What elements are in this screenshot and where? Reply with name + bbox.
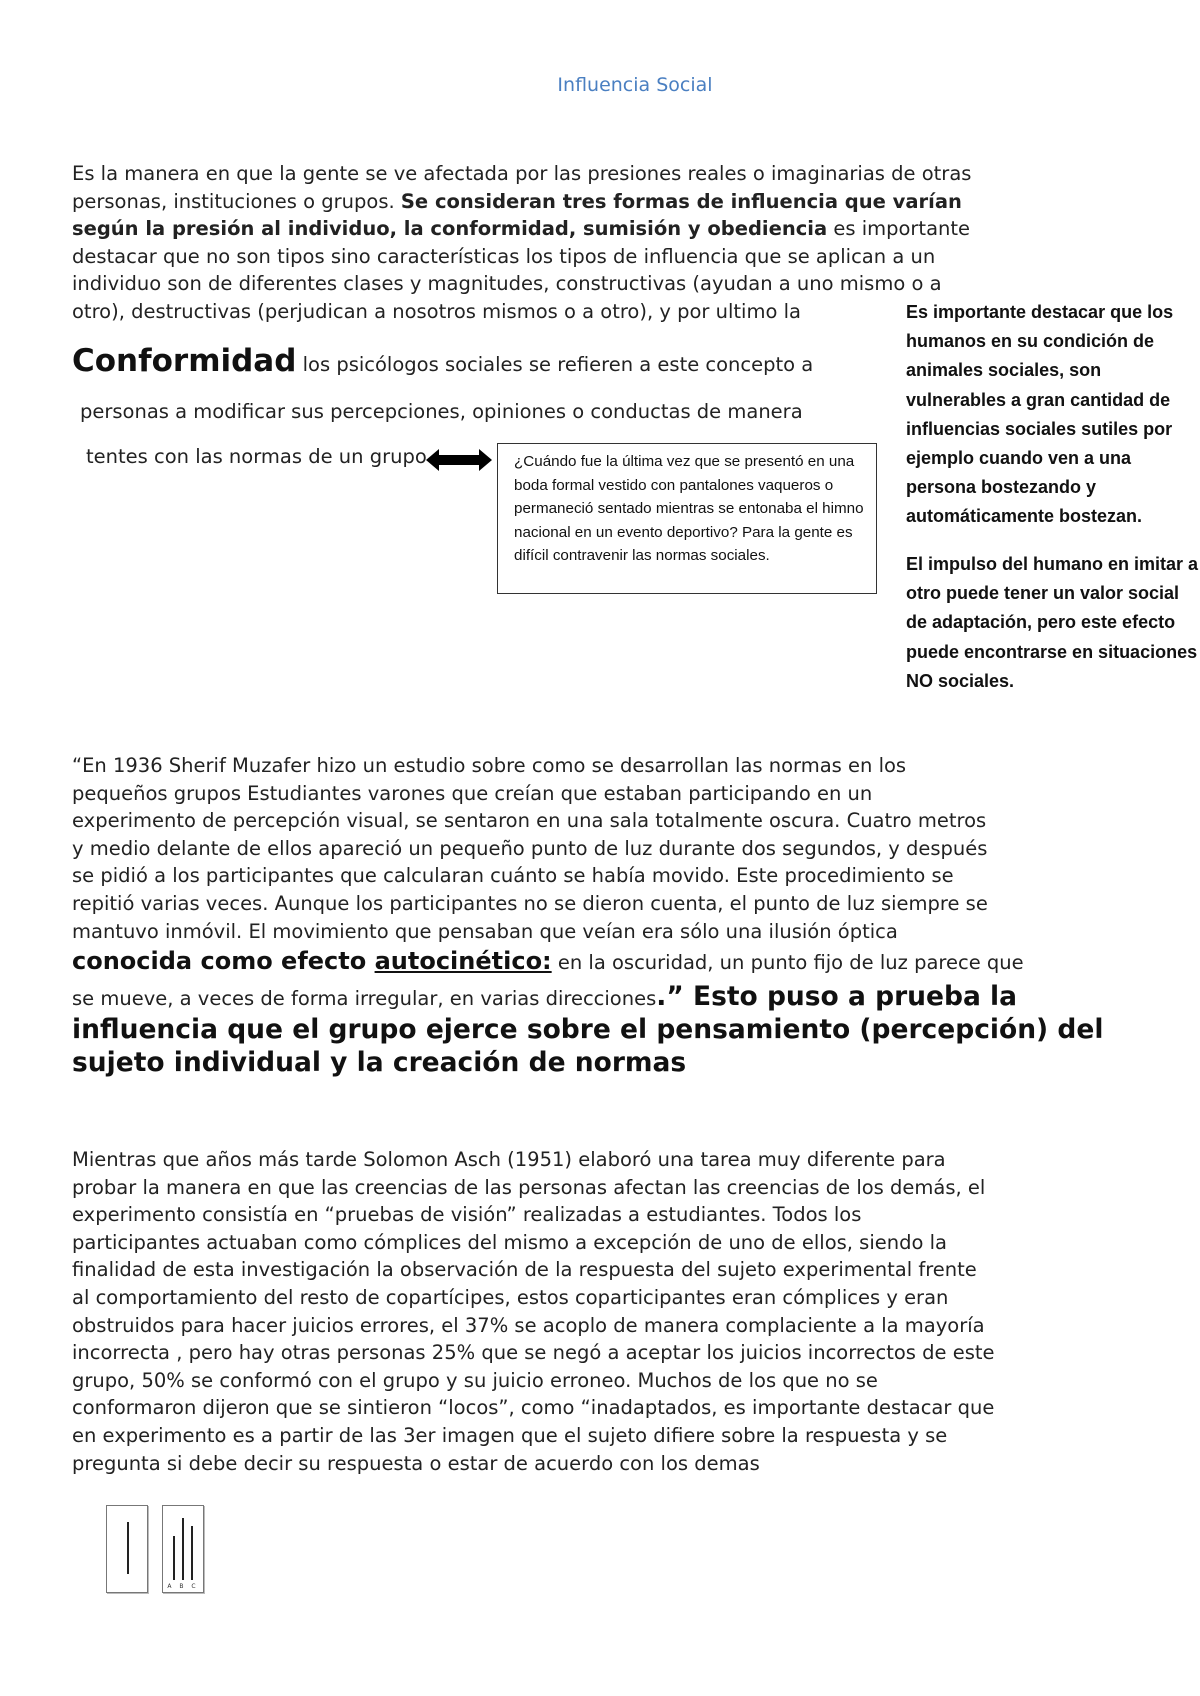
intro-text: personas, instituciones o grupos.: [72, 189, 401, 213]
asch-paragraph: [72, 1146, 1152, 1477]
asch-line: obstruidos para hacer juicios errores, el 37% se acoplo de manera complaciente a la mayoría: [72, 1313, 985, 1337]
asch-reference-card: [106, 1505, 148, 1593]
sherif-bold-line: influencia que el grupo ejerce sobre el pensamiento (percepción) del: [72, 1014, 1104, 1046]
intro-line: [72, 188, 1132, 216]
intro-line: Es la manera en que la gente se ve afectada por las presiones reales o imaginarias de otras: [72, 162, 972, 185]
comparison-line-c: [191, 1526, 193, 1580]
asch-line: grupo, 50% se conformó con el grupo y su juicio erroneo. Muchos de los que no se: [72, 1368, 878, 1392]
asch-line: probar la manera en que las creencias de las personas afectan las creencias de los demás, el: [72, 1175, 986, 1199]
intro-line: individuo son de diferentes clases y magnitudes, constructivas (ayudan a uno mismo o a: [72, 272, 942, 296]
asch-comparison-card: [162, 1505, 204, 1593]
asch-line: participantes actuaban como cómplices del mismo a excepción de uno de ellos, siendo la: [72, 1230, 947, 1254]
conformidad-text: los psicólogos sociales se refieren a este concepto a: [296, 353, 814, 376]
comparison-labels: A B C: [167, 1583, 199, 1590]
comparison-line-a: [173, 1536, 175, 1580]
sherif-line: [72, 980, 1152, 1013]
conformidad-line: personas a modificar sus percepciones, opiniones o conductas de manera: [80, 400, 803, 423]
asch-line: pregunta si debe decir su respuesta o estar de acuerdo con los demas: [72, 1451, 760, 1475]
callout-box: ¿Cuándo fue la última vez que se presentó en una boda formal vestido con pantalones vaqueros o permaneció sentado mientras se entonaba el himno nacional en un evento deportivo? Para la gente es difícil contravenir las normas sociales.: [497, 443, 877, 594]
sherif-underlined-term: autocinético:: [374, 947, 552, 976]
sherif-text: se mueve, a veces de forma irregular, en varias direcciones: [72, 987, 657, 1011]
sherif-line: y medio delante de ellos apareció un pequeño punto de luz durante dos segundos, y después: [72, 836, 988, 860]
intro-line: destacar que no son tipos sino características los tipos de influencia que se aplican a un: [72, 244, 936, 268]
sherif-paragraph: [72, 752, 1152, 1079]
sherif-bold-text: conocida como efecto: [72, 947, 375, 976]
sherif-line: experimento de percepción visual, se sentaron en una sala totalmente oscura. Cuatro metros: [72, 809, 987, 833]
asch-line: finalidad de esta investigación la observación de la respuesta del sujeto experimental frente: [72, 1258, 977, 1282]
section-heading-conformidad: Conformidad: [72, 343, 297, 379]
asch-line: incorrecta , pero hay otras personas 25% que se negó a aceptar los juicios incorrectos de este: [72, 1341, 995, 1365]
intro-line: otro), destructivas (perjudican a nosotros mismos o a otro), y por ultimo la: [72, 299, 801, 323]
page-title: Influencia Social: [557, 74, 713, 96]
intro-text: es importante: [827, 217, 971, 241]
side-note: El impulso del humano en imitar a otro puede tener un valor social de adaptación, pero este efecto puede encontrarse en situaciones NO sociales.: [904, 550, 1200, 696]
intro-line: [72, 215, 1132, 243]
sherif-bold-text: .” Esto puso a prueba la: [656, 981, 1018, 1013]
sherif-line: pequeños grupos Estudiantes varones que creían que estaban participando en un: [72, 781, 873, 805]
asch-line: experimento consistía en “pruebas de visión” realizadas a estudiantes. Todos los: [72, 1203, 862, 1227]
intro-bold-text: según la presión al individuo, la conformidad, sumisión y obediencia: [72, 217, 828, 241]
asch-line: en experimento es a partir de las 3er imagen que el sujeto difiere sobre la respuesta y se: [72, 1423, 948, 1447]
asch-line: Mientras que años más tarde Solomon Asch (1951) elaboró una tarea muy diferente para: [72, 1148, 946, 1171]
asch-line: al comportamiento del resto de copartícipes, estos coparticipantes eran cómplices y eran: [72, 1285, 949, 1309]
sherif-line: mantuvo inmóvil. El movimiento que pensaban que veían era sólo una ilusión óptica: [72, 919, 898, 943]
asch-line: conformaron dijeron que se sintieron “locos”, como “inadaptados, es importante destacar que: [72, 1396, 995, 1420]
sherif-line: repitió varias veces. Aunque los participantes no se dieron cuenta, el punto de luz siempre se: [72, 891, 988, 915]
conformidad-line: tentes con las normas de un grupo: [86, 445, 427, 468]
intro-bold-text: Se consideran tres formas de influencia que varían: [400, 189, 962, 213]
double-arrow-icon: [426, 447, 492, 473]
conformidad-line: [72, 343, 813, 379]
sherif-line: [72, 948, 1152, 980]
sherif-line: se pidió a los participantes que calcularan cuánto se había movido. Este procedimiento se: [72, 864, 954, 888]
side-note: Es importante destacar que los humanos en su condición de animales sociales, son vulnerables a gran cantidad de influencias sociales sutiles por ejemplo cuando ven a una persona bostezando y automáticamente bostezan.: [904, 298, 1200, 532]
sherif-line: “En 1936 Sherif Muzafer hizo un estudio sobre como se desarrollan las normas en los: [72, 754, 907, 777]
sherif-bold-line: sujeto individual y la creación de normas: [72, 1047, 687, 1079]
reference-line: [127, 1522, 129, 1574]
sherif-text: en la oscuridad, un punto fijo de luz parece que: [551, 951, 1024, 975]
comparison-line-b: [182, 1518, 184, 1580]
